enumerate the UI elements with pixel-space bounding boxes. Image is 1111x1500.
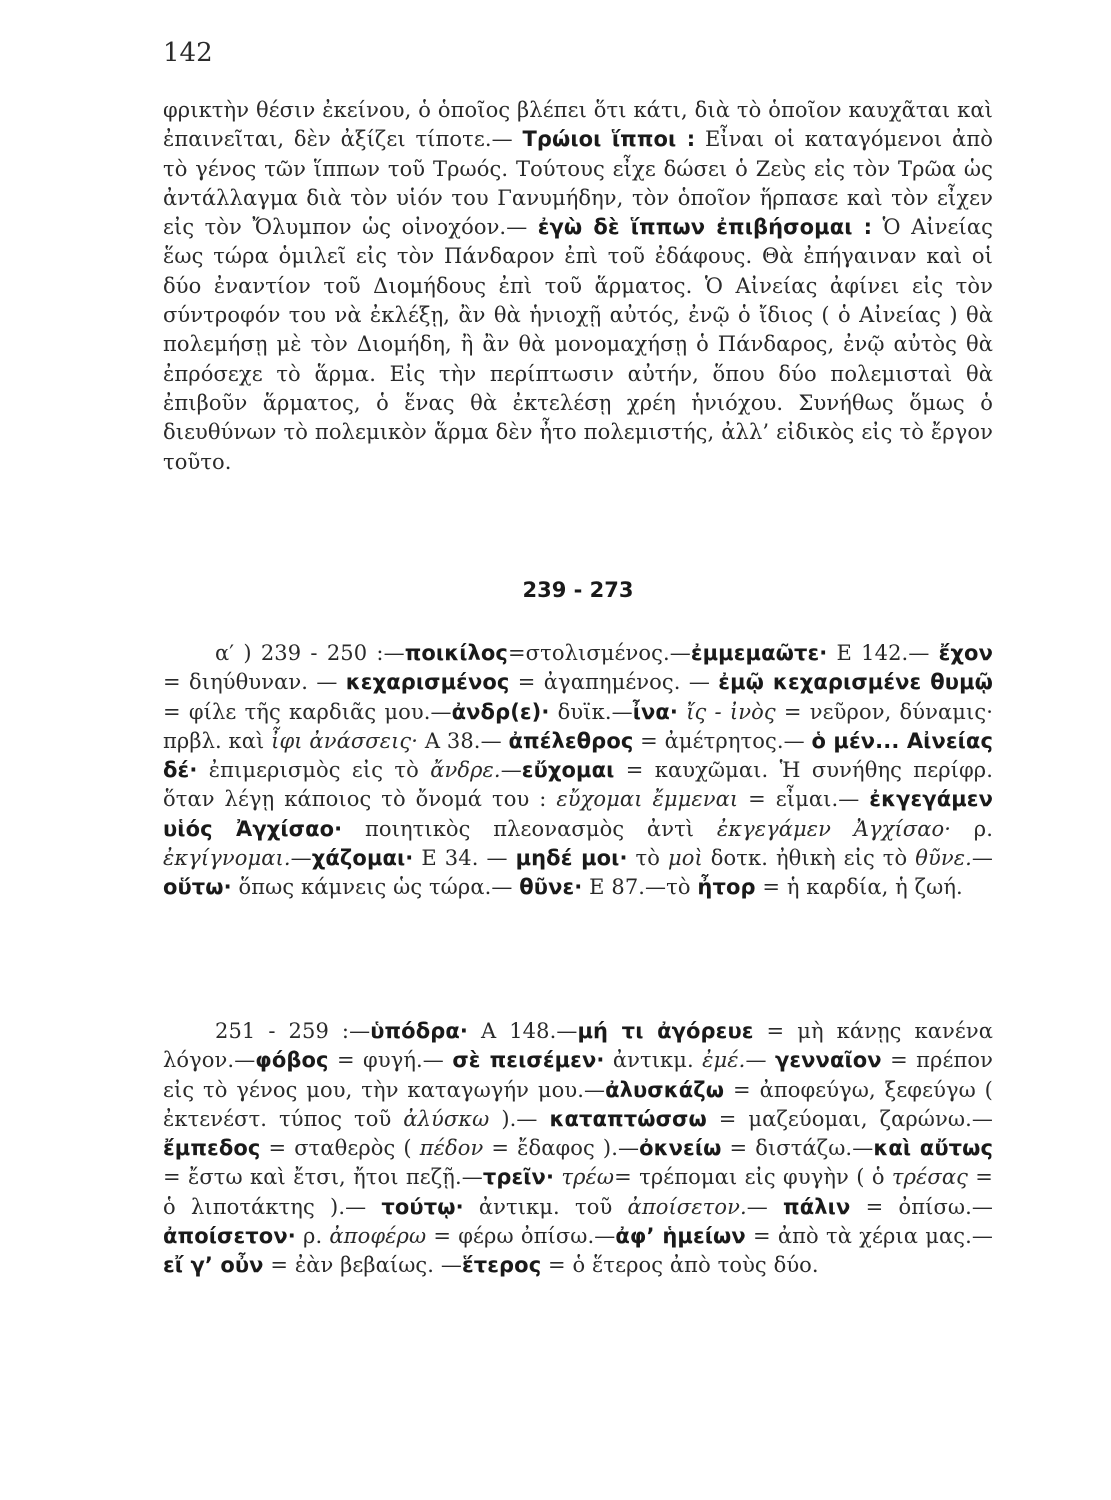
text-run: Α 148.— bbox=[467, 1019, 578, 1043]
text-run: = φυγή.— bbox=[328, 1048, 453, 1073]
lemma: φόβος bbox=[255, 1048, 329, 1073]
italic-term: μοὶ bbox=[667, 846, 703, 871]
lemma: ἐγὼ δὲ ἵππων ἐπιβήσομαι : bbox=[537, 215, 873, 240]
text-run: δυϊκ.— bbox=[549, 699, 633, 724]
lemma: ἀλυσκάζω bbox=[605, 1077, 725, 1102]
text-run: 251 - 259 :— bbox=[215, 1019, 371, 1043]
text-run: Ε 87.—τὸ bbox=[582, 875, 698, 900]
lemma: μή τι ἀγόρευε bbox=[577, 1019, 754, 1043]
text-run: = ἐὰν βεβαίως. — bbox=[263, 1253, 462, 1278]
text-run: = διηύθυναν. — bbox=[163, 670, 346, 695]
text-run: — bbox=[745, 1048, 775, 1073]
italic-term: ἐμέ. bbox=[702, 1048, 746, 1073]
text-run: = ἀπὸ τὰ χέρια μας.— bbox=[745, 1224, 993, 1249]
lemma: οὕτω· bbox=[163, 875, 232, 900]
lemma: χάζομαι· bbox=[311, 846, 414, 871]
text-run: Ὁ Αἰνείας ἕως τώρα ὁμιλεῖ εἰς τὸν Πάνδαρον ἐπὶ τοῦ ἐδάφους. Θὰ ἐπήγαιναν καὶ οἱ δύο ἐναντίον τοῦ Διομήδους ἐπὶ τοῦ ἅρματος. Ὁ Αἰνείας ἀφίνει εἰς τὸν σύντροφόν του νὰ ἐκλέξῃ, ἂν θὰ ἡνιοχῇ αὐτός, ἐνῷ ὁ ἴδιος ( ὁ Αἰνείας ) θὰ πολεμήσῃ μὲ τὸν Διομήδη, ἢ ἂν θὰ μονομαχήσῃ ὁ Πάνδαρος, ἐνῷ αὐτὸς θὰ ἐπρόσεχε τὸ ἅρμα. Εἰς τὴν περίπτωσιν αὐτήν, ὅπου δύο πολεμισταὶ θὰ ἐπιβοῦν ἅρματος, ὁ ἕνας θὰ ἐκτελέσῃ χρέη ἡνιόχου. Συνήθως ὅμως ὁ διευθύνων τὸ πολεμικὸν ἅρμα δὲν ἦτο πολεμιστής, ἀλλ’ εἰδικὸς εἰς τὸ ἔργον τοῦτο. bbox=[163, 215, 993, 474]
lemma: ὑπόδρα· bbox=[370, 1019, 468, 1043]
lemma: ὀκνείω bbox=[639, 1136, 722, 1161]
text-run: = νεῦρον, δύναμις· πρβλ. καὶ bbox=[163, 699, 993, 753]
lemma: ἀπέλεθρος bbox=[508, 728, 634, 753]
lemma: τούτῳ· bbox=[381, 1194, 464, 1219]
text-run: ποιητικὸς πλεονασμὸς ἀντὶ bbox=[342, 816, 717, 841]
text-run: = ἔστω καὶ ἔτσι, ἤτοι πεζῇ.— bbox=[163, 1165, 483, 1190]
text-run: — bbox=[971, 846, 993, 871]
text-run: = ἡ καρδία, ἡ ζωή. bbox=[755, 875, 963, 900]
text-run bbox=[678, 700, 686, 724]
text-run: Ε 142.— bbox=[827, 641, 939, 665]
section-heading: 239 - 273 bbox=[522, 578, 634, 602]
text-run: α′ ) 239 - 250 :— bbox=[215, 641, 405, 665]
lemma: θῦνε· bbox=[519, 875, 583, 900]
italic-term: ἀποφέρω bbox=[329, 1224, 427, 1249]
paragraph-intro bbox=[163, 96, 993, 477]
italic-term: τρέω bbox=[561, 1165, 615, 1190]
text-run: — bbox=[290, 846, 312, 871]
text-run: = φέρω ὀπίσω.— bbox=[426, 1224, 616, 1249]
lemma: εὔχομαι bbox=[521, 758, 615, 783]
text-run: = ἀγαπημένος. — bbox=[509, 670, 719, 695]
lemma: κεχαρισμένος bbox=[345, 670, 510, 695]
italic-term: ἄνδρε. bbox=[430, 758, 501, 783]
text-run: ἐπιμερισμὸς εἰς τὸ bbox=[197, 758, 431, 783]
lemma: ἦτορ bbox=[697, 875, 756, 900]
italic-term: θῦνε. bbox=[915, 846, 972, 871]
text-run: = τρέπομαι εἰς φυγὴν ( ὁ bbox=[614, 1165, 892, 1190]
italic-term: ἐκγίγνομαι. bbox=[163, 846, 291, 871]
lemma: πάλιν bbox=[783, 1194, 851, 1219]
lemma: γενναῖον bbox=[774, 1048, 882, 1073]
text-run: τὸ bbox=[627, 846, 668, 871]
text-run: ρ. bbox=[295, 1224, 330, 1249]
lemma: ἀποίσετον· bbox=[163, 1224, 296, 1249]
paragraph-lines-239-250 bbox=[163, 639, 993, 903]
italic-term: ἀποίσετον. bbox=[627, 1194, 747, 1219]
text-run: = ἀμέτρητος.— bbox=[633, 728, 812, 753]
text-run: ρ. bbox=[951, 816, 993, 841]
text-run: — bbox=[500, 758, 522, 783]
text-run: ἀντικμ. τοῦ bbox=[463, 1194, 628, 1219]
text-run: = ὁ λιποτάκτης ).— bbox=[163, 1165, 993, 1219]
text-run: = εἶμαι.— bbox=[738, 787, 870, 812]
text-run: ).— bbox=[489, 1106, 550, 1131]
text-run: = ἔδαφος ).— bbox=[483, 1136, 640, 1161]
lemma: ἔχον bbox=[938, 641, 993, 665]
lemma: μηδέ μοι· bbox=[515, 846, 628, 871]
italic-term: ἴς - ἰνὸς bbox=[686, 699, 776, 724]
text-run: = ὁ ἕτερος ἀπὸ τοὺς δύο. bbox=[541, 1253, 819, 1278]
paragraph-lines-251-259 bbox=[163, 1017, 993, 1281]
lemma: τρεῖν· bbox=[482, 1165, 555, 1190]
text-run: = μαζεύομαι, ζαρώνω.— bbox=[706, 1106, 993, 1131]
page-number: 142 bbox=[163, 38, 213, 68]
text-run: = διστάζω.— bbox=[721, 1136, 874, 1161]
italic-term: τρέσας bbox=[891, 1165, 968, 1190]
text-run: = πρέπον εἰς τὸ γένος μου, τὴν καταγωγήν μου.— bbox=[163, 1048, 993, 1102]
text-run: =στολισμένος.— bbox=[507, 641, 691, 665]
italic-term: εὔχομαι ἔμμεναι bbox=[556, 787, 739, 812]
text-run: = ὀπίσω.— bbox=[850, 1194, 993, 1219]
italic-term: ἐκγεγάμεν Ἀγχίσαο· bbox=[716, 816, 952, 841]
italic-term: ἶφι ἀνάσσεις· bbox=[271, 728, 419, 753]
lemma: ἐκγεγάμεν υἱός Ἀγχίσαο· bbox=[163, 787, 993, 841]
lemma: ἐμμεμαῶτε· bbox=[690, 641, 828, 665]
lemma: ἀφ’ ἡμείων bbox=[615, 1224, 746, 1249]
lemma: ποικίλος bbox=[404, 641, 508, 665]
text-run: — bbox=[746, 1194, 784, 1219]
lemma: ὁ μέν... Αἰνείας δέ· bbox=[163, 728, 993, 783]
lemma: ἔμπεδος bbox=[163, 1136, 261, 1161]
italic-term: πέδον bbox=[419, 1136, 484, 1161]
lemma: ἀνδρ(ε)· bbox=[451, 699, 550, 724]
lemma: Τρώιοι ἵπποι : bbox=[522, 127, 696, 152]
lemma: σὲ πεισέμεν· bbox=[452, 1048, 605, 1073]
italic-term: ἀλύσκω bbox=[403, 1106, 490, 1131]
text-run: φρικτὴν θέσιν ἐκείνου, ὁ ὁποῖος βλέπει ὅτι κάτι, διὰ τὸ ὁποῖον καυχᾶται καὶ ἐπαινεῖται, δὲν ἀξίζει τίποτε.— bbox=[163, 98, 993, 152]
text-run: ἀντικμ. bbox=[604, 1048, 703, 1073]
text-run: ὅπως κάμνεις ὡς τώρα.— bbox=[231, 875, 520, 900]
lemma: εἴ γ’ οὖν bbox=[163, 1253, 264, 1278]
text-run: Α 38.— bbox=[418, 728, 509, 753]
lemma: ἕτερος bbox=[461, 1253, 542, 1278]
text-run: = μὴ κάνῃς κανένα λόγον.— bbox=[163, 1019, 994, 1073]
lemma: καὶ αὔτως bbox=[873, 1136, 994, 1161]
text-run: = σταθερὸς ( bbox=[260, 1136, 420, 1161]
lemma: ἶνα· bbox=[632, 699, 678, 724]
lemma: ἐμῷ κεχαρισμένε θυμῷ bbox=[718, 670, 993, 695]
text-run: Ε 34. — bbox=[413, 846, 516, 871]
text-run: Εἶναι οἱ καταγόμενοι ἀπὸ τὸ γένος τῶν ἵππων τοῦ Τρωός. Τούτους εἶχε δώσει ὁ Ζεὺς εἰς τὸν Τρῶα ὡς ἀντάλλαγμα διὰ τὸν υἱόν του Γανυμήδην, τὸν ὁποῖον ἥρπασε καὶ τὸν εἶχεν εἰς τὸν Ὄλυμπον ὡς οἰνοχόον.— bbox=[163, 127, 993, 240]
text-run: = φίλε τῆς καρδιᾶς μου.— bbox=[163, 699, 452, 724]
text-run: = ἀποφεύγω, ξεφεύγω ( ἐκτενέστ. τύπος τοῦ bbox=[163, 1077, 993, 1131]
text-run: δοτκ. ἠθικὴ εἰς τὸ bbox=[702, 846, 916, 871]
text-run: = καυχῶμαι. Ἡ συνήθης περίφρ. ὅταν λέγῃ κάποιος τὸ ὄνομά του : bbox=[163, 758, 993, 812]
lemma: καταπτώσσω bbox=[549, 1106, 707, 1131]
